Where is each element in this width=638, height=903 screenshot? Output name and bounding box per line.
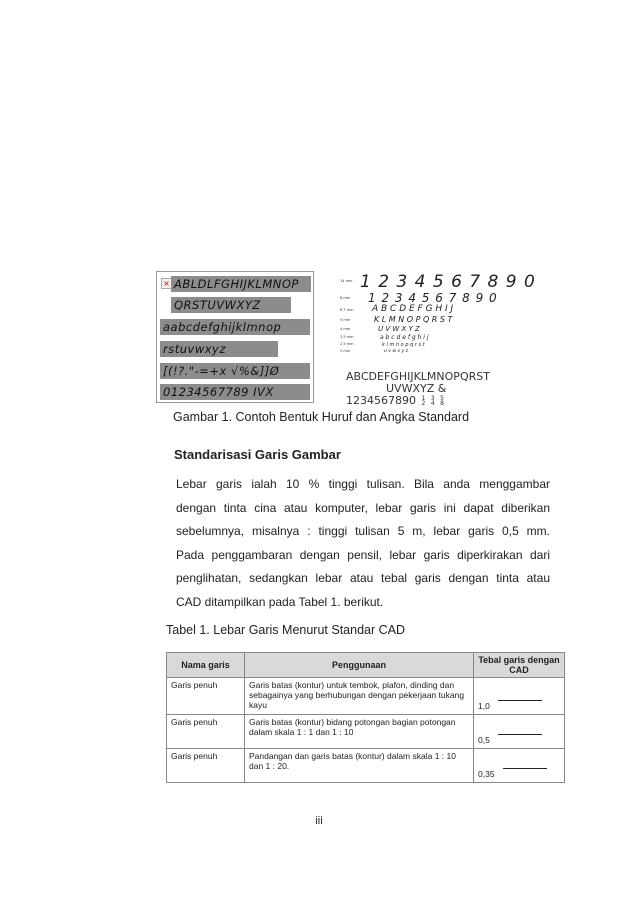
size-label: 5 mm [340, 318, 351, 322]
section-heading: Standarisasi Garis Gambar [174, 447, 341, 462]
sized-row: 1 2 3 4 5 6 7 8 9 0 [360, 272, 536, 292]
paragraph-line: sebelumnya, misalnya : tinggi tulisan 5 m, lebar garis 0,5 mm. [176, 524, 550, 539]
broken-image-icon: × [161, 278, 172, 289]
cell-penggunaan: Garis batas (kontur) untuk tembok, plafon, dinding dan sebagainya yang berhubungan dengan pekerjaan tukang kayu [245, 678, 474, 715]
figure-caption: Gambar 1. Contoh Bentuk Huruf dan Angka Standard [173, 410, 470, 424]
upright-row: ABCDEFGHIJKLMNOPQRST [346, 370, 490, 383]
size-label: 3,5 mm [340, 335, 354, 339]
cell-penggunaan: Pandangan dan garis batas (kontur) dalam skala 1 : 10 dan 1 : 20. [245, 749, 474, 783]
size-label: 2,5 mm [340, 342, 354, 346]
size-label: 8 mm [340, 296, 351, 300]
sized-row: K L M N O P Q R S T [374, 315, 453, 324]
table-header-row [167, 653, 565, 678]
fraction: 3 4 [430, 395, 435, 407]
cell-tebal: 1,0 [474, 678, 565, 715]
header-penggunaan: Penggunaan [245, 653, 474, 678]
header-tebal-garis: Tebal garis dengan CAD [474, 653, 565, 678]
strip-numerals: 01234567789 IVX [160, 384, 310, 400]
size-label: 14 mm [340, 279, 353, 283]
cell-tebal: 0,5 [474, 715, 565, 749]
sized-row: u v w x y z [384, 349, 409, 354]
table-caption: Tabel 1. Lebar Garis Menurut Standar CAD [166, 623, 406, 637]
strip-symbols: [(!?."-=+x √%&]]Ø [160, 363, 310, 379]
sized-row: a b c d e f g h i j [380, 334, 429, 341]
paragraph-line: Lebar garis ialah 10 % tinggi tulisan. Bila anda menggambar [176, 477, 550, 491]
table-row [167, 715, 565, 749]
cell-nama: Garis penuh [167, 749, 245, 783]
strip-uppercase-1: ABLDLFGHIJKLMNOP [171, 276, 311, 292]
line-sample [498, 734, 542, 735]
upright-row: UVWXYZ & [386, 382, 447, 395]
upright-row-numbers [346, 395, 496, 407]
fraction: 1 2 [421, 395, 426, 407]
cell-nama: Garis penuh [167, 715, 245, 749]
line-sample [498, 700, 542, 701]
size-label: 2 mm [340, 349, 351, 353]
sized-row: k l m n o p q r s t [382, 342, 425, 348]
line-sample [503, 768, 547, 769]
sized-row: U V W X Y Z [378, 325, 420, 333]
table-row [167, 749, 565, 783]
page-number: iii [315, 815, 323, 827]
header-nama-garis: Nama garis [167, 653, 245, 678]
paragraph-line: Pada penggambaran dengan pensil, lebar garis diperkirakan dari [176, 547, 550, 562]
cell-penggunaan: Garis batas (kontur) bidang potongan bagian potongan dalam skala 1 : 1 dan 1 : 10 [245, 715, 474, 749]
sized-row: A B C D E F G H I J [372, 304, 454, 314]
paragraph-line: penglihatan, sedangkan lebar atau tebal garis dengan tinta atau [176, 571, 550, 586]
fraction: 5 8 [440, 395, 444, 407]
table-row [167, 678, 565, 715]
size-label: 4 mm [340, 327, 351, 331]
cell-nama: Garis penuh [167, 678, 245, 715]
size-label: 6,7 mm [340, 308, 354, 312]
strip-uppercase-2: QRSTUVWXYZ [171, 297, 291, 313]
lettering-strips-image [156, 271, 314, 403]
cell-tebal: 0,35 [474, 749, 565, 783]
paragraph-line: dengan tinta cina atau komputer, lebar garis ini dapat diberikan [176, 500, 550, 515]
sized-row: 1 2 3 4 5 6 7 8 9 0 [368, 291, 498, 305]
paragraph-line: CAD ditampilkan pada Tabel 1. berikut. [176, 594, 384, 609]
strip-lowercase-1: aabcdefghijklmnop [160, 319, 310, 335]
body-paragraph [176, 473, 550, 615]
line-width-table [166, 652, 565, 783]
upright-lettering-image [346, 371, 496, 407]
lettering-sizes-image [336, 272, 536, 362]
upright-numbers: 1234567890 [346, 394, 416, 407]
strip-lowercase-2: rstuvwxyz [160, 341, 278, 357]
